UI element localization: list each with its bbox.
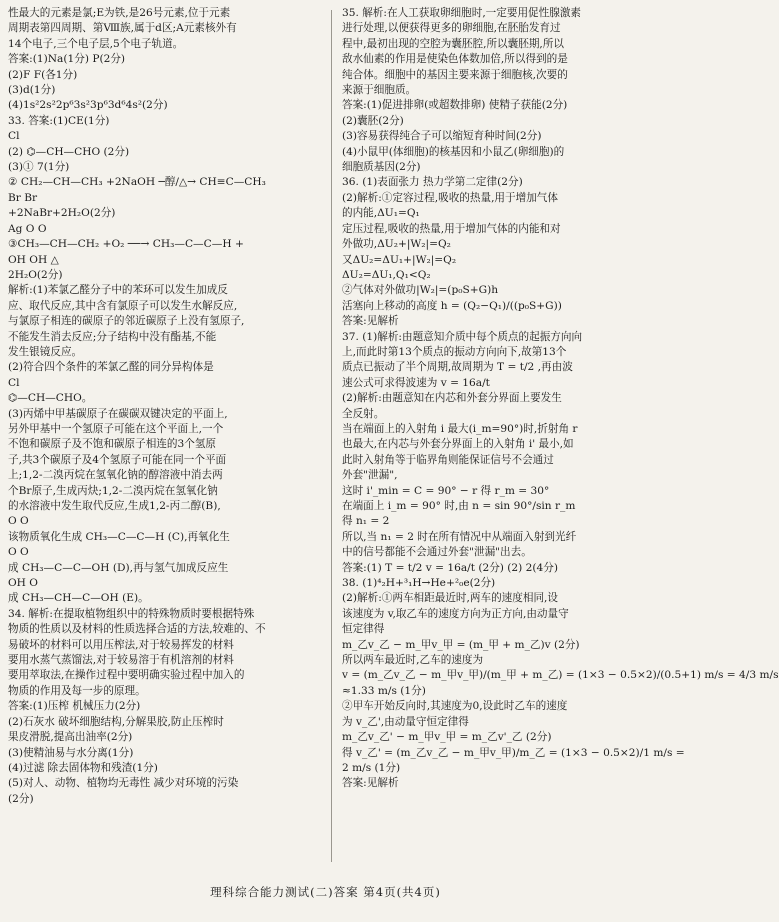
left-column-line: (4)过滤 除去固体物和残渣(1分) bbox=[8, 761, 158, 774]
left-column-line: 性最大的元素是氯;E为铁,是26号元素,位于元素 bbox=[8, 7, 231, 19]
left-column-line: (2)石灰水 破坏细胞结构,分解果胶,防止压榨时 bbox=[8, 715, 224, 728]
left-column-line: 子,共3个碳原子及4个氢原子可能在同一个平面 bbox=[8, 453, 227, 466]
right-column-line: v = (m_乙v_乙 − m_甲v_甲)/(m_甲 + m_乙) = (1×3 − 0.5×2)/(0.5+1) m/s = 4/3 m/s bbox=[342, 669, 779, 682]
right-column-line: 质点已振动了半个周期,故周期为 T = t/2 ,再由波 bbox=[342, 361, 573, 374]
right-column-line: 这时 i'_min = C = 90° − r 得 r_m = 30° bbox=[342, 484, 550, 497]
right-column-line: 进行处理,以便获得更多的卵细胞,在胚胎发育过 bbox=[342, 22, 561, 35]
left-column-line: (3)使精油易与水分离(1分) bbox=[8, 746, 134, 759]
right-column-line: 答案:(1)促进排卵(或超数排卵) 使精子获能(2分) bbox=[342, 99, 568, 112]
left-column-line: Cl bbox=[8, 376, 20, 389]
left-column-line: Cl bbox=[8, 130, 20, 143]
right-column-line: 速公式可求得波速为 v = 16a/t bbox=[342, 376, 490, 389]
right-column-line: ≈1.33 m/s (1分) bbox=[342, 684, 426, 697]
right-column-line: 全反射。 bbox=[342, 407, 385, 420]
left-column-line: 不能发生消去反应;分子结构中没有酯基,不能 bbox=[8, 330, 217, 343]
left-column-line: 的水溶液中发生取代反应,生成1,2-丙二醇(B), bbox=[8, 500, 221, 512]
left-column-line: 该物质氧化生成 CH₃—C—C—H (C),再氧化生 bbox=[8, 530, 230, 543]
right-column-line: 此时入射角等于临界角则能保证信号不会通过 bbox=[342, 453, 554, 466]
right-column-line: 答案:(1) T = t/2 v = 16a/t (2分) (2) 2(4分) bbox=[342, 561, 559, 574]
right-column-line: 程中,最初出现的空腔为囊胚腔,所以囊胚期,所以 bbox=[342, 37, 564, 50]
right-column-line: 中的信号都能不会通过外套"泄漏"出去。 bbox=[342, 546, 532, 559]
left-column-line: 成 CH₃—CH—C—OH (E)。 bbox=[8, 592, 149, 605]
right-column-line: 上,而此时第13个质点的振动方向向下,故第13个 bbox=[342, 345, 567, 358]
right-column-line: 所以,当 n₁ = 2 时在所有情况中从端面入射到光纤 bbox=[342, 530, 577, 543]
right-column-line: m_乙v_乙' − m_甲v_甲 = m_乙v'_乙 (2分) bbox=[342, 731, 552, 744]
left-column-line: 答案:(1)Na(1分) P(2分) bbox=[8, 53, 126, 66]
page-footer: 理科综合能力测试(二)答案 第4页(共4页) bbox=[210, 885, 441, 899]
right-column-line: 答案:见解析 bbox=[342, 315, 399, 328]
left-column-line: 成 CH₃—C—C—OH (D),再与氢气加成反应生 bbox=[8, 561, 229, 574]
right-column-line: 敌水仙素的作用是使染色体数加倍,所以得到的是 bbox=[342, 53, 568, 66]
left-column-line: (2) ⌬—CH—CHO (2分) bbox=[8, 145, 130, 158]
left-column-line: O O bbox=[8, 515, 29, 528]
right-column-line: ②甲车开始反向时,其速度为0,设此时乙车的速度 bbox=[342, 700, 568, 713]
left-column-line: +2NaBr+2H₂O(2分) bbox=[8, 207, 116, 220]
left-column-line: 要用水蒸气蒸馏法,对于较易溶于有机溶剂的材料 bbox=[8, 654, 234, 667]
right-column-line: 该速度为 v,取乙车的速度方向为正方向,由动量守 bbox=[342, 607, 569, 620]
right-column-line: (2)囊胚(2分) bbox=[342, 114, 404, 127]
right-column-line: (2)解析:①定容过程,吸收的热量,用于增加气体 bbox=[342, 191, 558, 204]
left-column-line: 不饱和碳原子及不饱和碳原子相连的3个氢原 bbox=[8, 438, 217, 451]
right-column-line: (4)小鼠甲(体细胞)的核基因和小鼠乙(卵细胞)的 bbox=[342, 145, 565, 158]
right-column-line: 37. (1)解析:由题意知介质中每个质点的起振方向向 bbox=[342, 330, 583, 343]
left-column-line: 与氯原子相连的碳原子的邻近碳原子上没有氢原子, bbox=[8, 315, 245, 328]
right-column-line: 38. (1)⁴₂H+³₁H→He+²₀e(2分) bbox=[342, 577, 496, 590]
left-column-line: (3)① 7(1分) bbox=[8, 161, 70, 174]
left-column-line: ⌬—CH—CHO。 bbox=[8, 392, 93, 405]
right-column-line: 答案:见解析 bbox=[342, 777, 399, 790]
left-column-line: 应、取代反应,其中含有氯原子可以发生水解反应, bbox=[8, 299, 238, 312]
left-column-line: 另外甲基中一个氢原子可能在这个平面上,一个 bbox=[8, 422, 224, 435]
left-column-line: 33. 答案:(1)CE(1分) bbox=[8, 114, 110, 127]
left-column-line: 果皮滑脱,提高出油率(2分) bbox=[8, 731, 133, 744]
left-column bbox=[8, 6, 318, 807]
right-column-line: 纯合体。细胞中的基因主要来源于细胞核,次要的 bbox=[342, 68, 568, 81]
left-column-line: 14个电子,三个电子层,5个电子轨道。 bbox=[8, 37, 184, 50]
left-column-line: (3)丙烯中甲基碳原子在碳碳双键决定的平面上, bbox=[8, 407, 228, 420]
left-column-line: 解析:(1)苯氯乙醛分子中的苯环可以发生加成反 bbox=[8, 284, 228, 297]
right-column-line: 得 n₁ = 2 bbox=[342, 515, 390, 528]
left-column-line: 物质的作用及每一步的原理。 bbox=[8, 684, 146, 697]
left-column-line: 34. 解析:在提取植物组织中的特殊物质时要根据特殊 bbox=[8, 607, 255, 620]
left-column-line: Br Br bbox=[8, 191, 38, 204]
right-column-line: 细胞质基因(2分) bbox=[342, 161, 421, 174]
right-column-line: (2)解析:①两车相距最近时,两车的速度相同,设 bbox=[342, 592, 558, 605]
left-column-line: ② CH₂—CH—CH₃ +2NaOH ─醇/△→ CH≡C—CH₃ bbox=[8, 176, 266, 189]
right-column-line: 恒定律得 bbox=[342, 623, 385, 636]
left-column-line: 发生银镜反应。 bbox=[8, 345, 83, 358]
right-column-line: ②气体对外做功|W₂|=(p₀S+G)h bbox=[342, 284, 499, 297]
left-column-line: 答案:(1)压榨 机械压力(2分) bbox=[8, 700, 141, 713]
left-column-line: 物质的性质以及材料的性质选择合适的方法,较难的、不 bbox=[8, 623, 266, 636]
left-column-line: 上;1,2-二溴丙烷在氢氧化钠的醇溶液中消去两 bbox=[8, 469, 223, 482]
left-column-line: (4)1s²2s²2p⁶3s²3p⁶3d⁶4s²(2分) bbox=[8, 99, 168, 112]
right-column-line: 外做功,ΔU₂+|W₂|=Q₂ bbox=[342, 238, 451, 251]
left-column-line: 要用萃取法,在操作过程中要明确实验过程中加入的 bbox=[8, 669, 245, 682]
column-divider bbox=[331, 10, 332, 862]
left-column-line: ③CH₃—CH—CH₂ +O₂ ──→ CH₃—C—C—H + bbox=[8, 238, 244, 251]
right-column-line: 来源于细胞质。 bbox=[342, 84, 417, 97]
right-column-line: 得 v_乙' = (m_乙v_乙 − m_甲v_甲)/m_乙 = (1×3 − 0.5×2)/1 m/s = bbox=[342, 746, 685, 759]
left-column-line: 易破坏的材料可以用压榨法,对于较易挥发的材料 bbox=[8, 638, 234, 651]
right-column-line: m_乙v_乙 − m_甲v_甲 = (m_甲 + m_乙)v (2分) bbox=[342, 638, 580, 651]
right-column-line: 当在端面上的入射角 i 最大(i_m=90°)时,折射角 r bbox=[342, 422, 578, 435]
right-column-line: 2 m/s (1分) bbox=[342, 761, 401, 774]
right-column-line: 外套"泄漏", bbox=[342, 469, 398, 482]
right-column-line: (3)容易获得纯合子可以缩短育种时间(2分) bbox=[342, 130, 542, 143]
right-column bbox=[342, 6, 779, 792]
right-column-line: 定压过程,吸收的热量,用于增加气体的内能和对 bbox=[342, 222, 561, 235]
left-column-line: 2H₂O(2分) bbox=[8, 268, 63, 281]
left-column-line: 周期表第四周期、第Ⅷ族,属于d区;A元素核外有 bbox=[8, 22, 237, 35]
right-column-line: ΔU₂=ΔU₁,Q₁<Q₂ bbox=[342, 268, 431, 281]
left-column-line: (2)符合四个条件的苯氯乙醛的同分异构体是 bbox=[8, 361, 214, 374]
left-column-line: (2分) bbox=[8, 792, 34, 805]
left-column-line: (3)d(1分) bbox=[8, 84, 56, 97]
right-column-line: 的内能,ΔU₁=Q₁ bbox=[342, 207, 420, 220]
right-column-line: 又ΔU₂=ΔU₁+|W₂|=Q₂ bbox=[342, 253, 457, 266]
right-column-line: 36. (1)表面张力 热力学第二定律(2分) bbox=[342, 176, 523, 189]
left-column-line: OH OH △ bbox=[8, 253, 59, 266]
right-column-line: 所以两车最近时,乙车的速度为 bbox=[342, 654, 484, 667]
right-column-line: 在端面上 i_m = 90° 时,由 n = sin 90°/sin r_m bbox=[342, 500, 576, 512]
right-column-line: 35. 解析:在人工获取卵细胞时,一定要用促性腺激素 bbox=[342, 7, 582, 19]
right-column-line: (2)解析:由题意知在内芯和外套分界面上要发生 bbox=[342, 392, 562, 405]
right-column-line: 活塞向上移动的高度 h = (Q₂−Q₁)/((p₀S+G)) bbox=[342, 299, 562, 312]
left-column-line: (2)F F(各1分) bbox=[8, 68, 78, 81]
left-column-line: OH O bbox=[8, 577, 38, 590]
left-column-line: (5)对人、动物、植物均无毒性 减少对环境的污染 bbox=[8, 777, 239, 790]
right-column-line: 为 v_乙',由动量守恒定律得 bbox=[342, 715, 469, 728]
left-column-line: 个Br原子,生成丙炔;1,2-二溴丙烷在氢氧化钠 bbox=[8, 484, 218, 497]
left-column-line: O O bbox=[8, 546, 29, 559]
left-column-line: Ag O O bbox=[8, 222, 47, 235]
right-column-line: 也最大,在内芯与外套分界面上的入射角 i' 最小,如 bbox=[342, 438, 574, 451]
